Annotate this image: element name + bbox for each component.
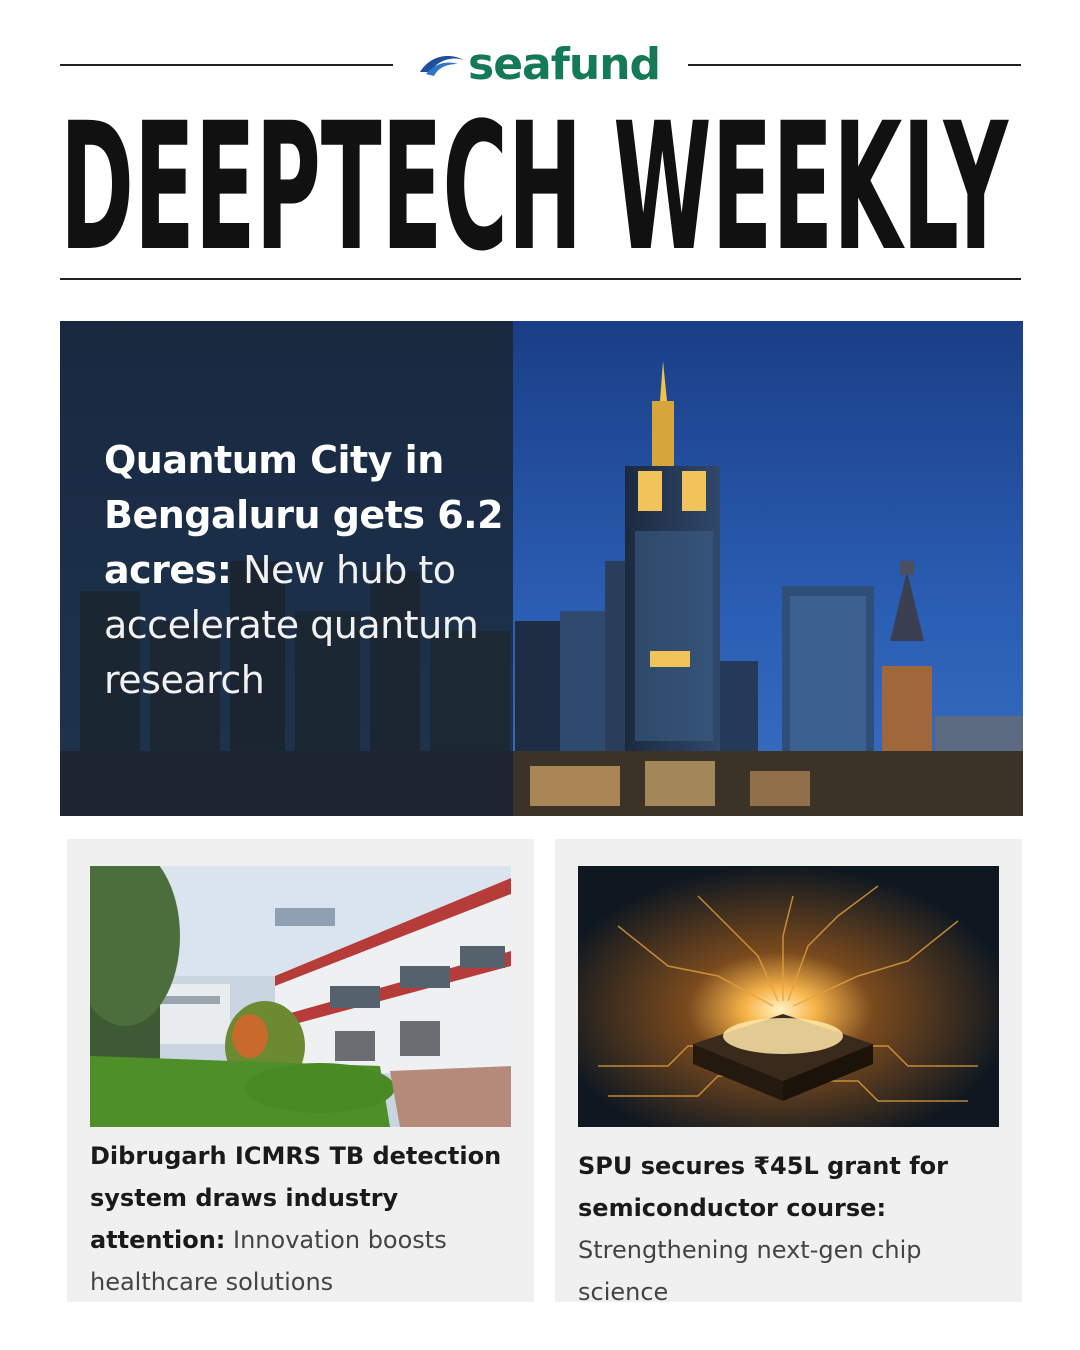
masthead-rule xyxy=(60,278,1021,280)
header-rule-left xyxy=(60,64,393,66)
hero-headline-bold: Quantum City in Bengaluru gets 6.2 acres: xyxy=(104,438,504,592)
hero-story[interactable] xyxy=(60,321,1023,816)
brand-name: seafund xyxy=(468,39,661,90)
header-rule-right xyxy=(688,64,1021,66)
card-headline-bold: Dibrugarh ICMRS TB detection system draws industry attention: xyxy=(90,1142,502,1254)
card-headline[interactable] xyxy=(578,1145,1008,1313)
research-building-photo xyxy=(90,866,511,1127)
masthead-title xyxy=(60,112,1020,262)
story-card-tb-detection[interactable] xyxy=(67,839,534,1302)
card-headline-rest: Strengthening next-gen chip science xyxy=(578,1236,922,1306)
glowing-chip-photo xyxy=(578,866,999,1127)
card-headline-rest: Innovation boosts healthcare solutions xyxy=(90,1226,447,1296)
hero-headline[interactable] xyxy=(104,433,504,708)
card-headline-bold: SPU secures ₹45L grant for semiconductor course: xyxy=(578,1152,948,1222)
hero-headline-rest: New hub to accelerate quantum research xyxy=(104,548,479,702)
story-card-semiconductor-grant[interactable] xyxy=(555,839,1022,1306)
wave-icon xyxy=(418,50,466,80)
card-headline[interactable] xyxy=(90,1135,510,1303)
masthead-text: DEEPTECH WEEKLY xyxy=(60,112,1010,262)
brand-logo[interactable] xyxy=(418,38,668,92)
